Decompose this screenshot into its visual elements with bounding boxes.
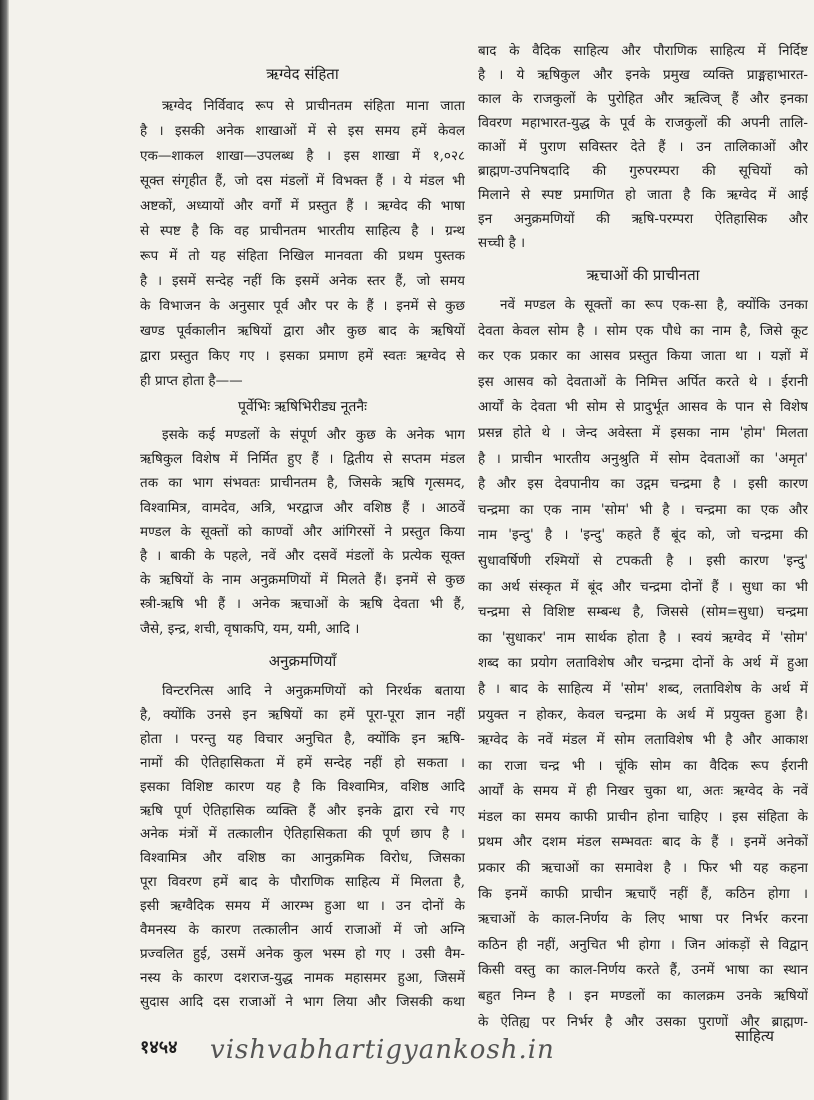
- text-line: विवरण महाभारत-युद्ध के पूर्व के राजकुलों की अपनी तालि-: [478, 115, 808, 131]
- text-line: विन्टरनित्स आदि ने अनुक्रमणियों को निरर्थक बताया: [162, 683, 465, 699]
- section-heading-anukramaniyan: अनुक्रमणियाँ: [268, 652, 337, 670]
- text-line: है, क्योंकि उनसे इन ऋषियों का हमें पूरा-पूरा ज्ञान नहीं: [140, 706, 465, 723]
- text-line: बहुत निम्न है । इन मण्डलों का कालक्रम उनके ऋषियों: [478, 988, 808, 1005]
- text-line: के विभाजन के अनुसार पूर्व और पर के हैं । इनमें से कुछ: [140, 298, 465, 314]
- text-line: स्त्री-ऋषि भी हैं । अनेक ऋचाओं के ऋषि देवता भी हैं,: [140, 596, 465, 613]
- paragraph: [140, 94, 465, 394]
- text-line: कठिन ही नहीं, अनुचित भी होगा । जिन आंकड़ों से विद्वान्: [478, 936, 808, 953]
- text-line: रूप में तो यह संहिता निखिल मानवता की प्रथम पुस्तक: [140, 248, 465, 264]
- text-line: चन्द्रमा से विशिष्ट सम्बन्ध है, जिससे (सोम=सुधा) चन्द्रमा: [478, 604, 808, 621]
- text-line: बाद के वैदिक साहित्य और पौराणिक साहित्य में निर्दिष्ट: [478, 43, 808, 59]
- paragraph: [140, 680, 465, 1015]
- text-line: शब्द का प्रयोग लताविशेष और चन्द्रमा दोनों के अर्थ में हुआ: [478, 655, 808, 672]
- text-line: सुदास आदि दस राजाओं ने भाग लिया और जिसकी कथा: [140, 993, 465, 1010]
- text-line: नस्य के कारण दशराज-युद्ध नामक महासमर हुआ, जिसमें: [140, 969, 465, 986]
- page-number: १४५४: [140, 1037, 178, 1058]
- text-line: ब्राह्मण-उपनिषदादि की गुरुपरम्परा की सूचियों को: [478, 163, 808, 179]
- sanskrit-verse: पूर्वेभिः ऋषिभिरीड्य नूतनैः: [238, 399, 367, 415]
- text-line: इसका विशिष्ट कारण यह है कि विश्वामित्र, वशिष्ठ आदि: [140, 778, 465, 795]
- watermark: vishvabhartigyankosh.in: [210, 1035, 555, 1065]
- text-line: के ऐतिह्य पर निर्भर है और उसका पुराणों और ब्राह्मण-: [478, 1013, 808, 1030]
- text-line: अनेक मंत्रों में तत्कालीन ऐतिहासिकता की पूर्ण छाप है ।: [140, 826, 465, 843]
- text-line: काओं में पुराण सविस्तर देते हैं । उन तालिकाओं और: [478, 139, 808, 155]
- text-line: का राजा चन्द्र भी । चूंकि सोम का वैदिक रूप ईरानी: [478, 757, 808, 774]
- text-line: है । प्राचीन भारतीय अनुश्रुति में सोम देवताओं का 'अमृत': [478, 450, 808, 467]
- text-line: सुधावर्षिणी रश्मियों से टपकती है । इसी कारण 'इन्दु': [478, 552, 808, 569]
- text-line: मिलाने से स्पष्ट प्रमाणित हो जाता है कि ऋग्वेद में आई: [478, 187, 808, 203]
- paragraph: [478, 293, 808, 1035]
- text-line: है । ये ऋषिकुल और इनके प्रमुख व्यक्ति प्राङ्महाभारत-: [478, 67, 808, 83]
- text-line: है और इस देवपानीय का उद्गम चन्द्रमा है । इसी कारण: [478, 476, 808, 493]
- text-line: सच्ची है ।: [478, 235, 526, 251]
- text-line: तक का भाग संभवतः प्राचीनतम है, जिसके ऋषि गृत्समद,: [140, 475, 465, 492]
- text-line: इसके कई मण्डलों के संपूर्ण और कुछ के अनेक भाग: [162, 427, 465, 443]
- text-line: आर्यों के देवता भी सोम से प्रादुर्भूत आसव के पान से विशेष: [478, 399, 808, 416]
- paragraph: [478, 39, 808, 255]
- text-line: ऋग्वेद के नवें मंडल में सोम लताविशेष भी है और आकाश: [478, 732, 808, 749]
- text-line: है । इसमें सन्देह नहीं कि इसमें अनेक स्तर हैं, जो समय: [140, 273, 465, 289]
- text-line: एक—शाकल शाखा—उपलब्ध है । इस शाखा में १,०२८: [140, 148, 465, 164]
- text-line: है । इसकी अनेक शाखाओं में से इस समय हमें केवल: [140, 123, 465, 139]
- text-line: आर्यों के समय में ही निखर चुका था, अतः ऋग्वेद के नवें: [478, 783, 808, 800]
- text-line: ही प्राप्त होता है——: [140, 373, 243, 389]
- text-line: का अर्थ संस्कृत में बूंद और चन्द्रमा दोनों हैं । सुधा का भी: [478, 578, 808, 595]
- text-line: इस आसव को देवताओं के निमित्त अर्पित करते थे । ईरानी: [478, 373, 808, 390]
- text-line: चन्द्रमा का एक नाम 'सोम' भी है । चन्द्रमा का एक और: [478, 501, 808, 518]
- text-line: ऋषि पूर्ण ऐतिहासिक व्यक्ति हैं और इनके द्वारा रचे गए: [140, 802, 465, 819]
- text-line: सूक्त संगृहीत हैं, जो दस मंडलों में विभक्त हैं । ये मंडल भी: [140, 173, 465, 189]
- section-heading-richaon-ki-prachinata: ऋचाओं की प्राचीनता: [586, 266, 700, 284]
- text-line: किसी वस्तु का काल-निर्णय करते हैं, उनमें भाषा का स्थान: [478, 962, 808, 979]
- text-line: इसी ऋग्वैदिक समय में आरम्भ हुआ था । उन दोनों के: [140, 898, 465, 915]
- text-line: से स्पष्ट है कि वह प्राचीनतम भारतीय साहित्य है । ग्रन्थ: [140, 223, 465, 239]
- text-line: है । बाकी के पहले, नवें और दसवें मंडलों के प्रत्येक सूक्त: [140, 548, 465, 565]
- text-line: ऋषिकुल विशेष में निर्मित हुए हैं । द्वितीय से सप्तम मंडल: [140, 451, 465, 468]
- paragraph: [140, 423, 465, 641]
- text-line: होता । परन्तु यह विचार अनुचित है, क्योंकि इन ऋषि-: [140, 730, 465, 747]
- text-line: काल के राजकुलों के पुरोहित और ऋत्विज् हैं और इनका: [478, 91, 808, 107]
- text-line: प्रज्वलित हुई, उसमें अनेक कुल भस्म हो गए । उसी वैम-: [140, 945, 465, 962]
- text-line: खण्ड पूर्वकालीन ऋषियों द्वारा और कुछ बाद के ऋषियों: [140, 323, 465, 339]
- text-line: इन अनुक्रमणियों की ऋषि-परम्परा ऐतिहासिक और: [478, 211, 808, 227]
- text-line: वैमनस्य के कारण तत्कालीन आर्य राजाओं में जो अग्नि: [140, 922, 465, 939]
- text-line: ऋचाओं के काल-निर्णय के लिए भाषा पर निर्भर करना: [478, 911, 808, 928]
- text-line: मंडल का समय काफी प्राचीन होना चाहिए । इस संहिता के: [478, 808, 808, 825]
- text-line: कि इनमें काफी प्राचीन ऋचाएँ नहीं हैं, कठिन होगा ।: [478, 885, 808, 902]
- text-line: प्रयुक्त न होकर, केवल चन्द्रमा के अर्थ में प्रयुक्त हुआ है।: [478, 706, 808, 723]
- text-line: अष्टकों, अध्यायों और वर्गों में प्रस्तुत हैं । ऋग्वेद की भाषा: [140, 198, 465, 214]
- text-line: द्वारा प्रस्तुत किए गए । इसका प्रमाण हमें स्वतः ऋग्वेद से: [140, 348, 465, 364]
- text-line: विश्वामित्र, वामदेव, अत्रि, भरद्वाज और वशिष्ठ हैं । आठवें: [140, 499, 465, 516]
- scan-edge: [0, 0, 9, 1100]
- text-line: है । बाद के साहित्य में 'सोम' शब्द, लताविशेष के अर्थ में: [478, 680, 808, 697]
- text-line: के ऋषियों के नाम अनुक्रमणियों में मिलते हैं। इनमें से कुछ: [140, 572, 465, 589]
- running-title: साहित्य: [735, 1027, 774, 1045]
- text-line: का 'सुधाकर' नाम सार्थक होता है । स्वयं ऋग्वेद में 'सोम': [478, 629, 808, 646]
- text-line: ऋग्वेद निर्विवाद रूप से प्राचीनतम संहिता माना जाता: [162, 98, 465, 114]
- text-line: कर एक प्रकार का आसव प्रस्तुत किया जाता था । यज्ञों में: [478, 348, 808, 365]
- text-line: जैसे, इन्द्र, शची, वृषाकपि, यम, यमी, आदि ।: [140, 620, 360, 637]
- text-line: विश्वामित्र और वशिष्ठ का आनुक्रमिक विरोध, जिसका: [140, 850, 465, 867]
- text-line: प्रथम और दशम मंडल सम्भवतः बाद के हैं । इनमें अनेकों: [478, 834, 808, 851]
- section-heading-rigveda-samhita: ऋग्वेद संहिता: [266, 65, 339, 83]
- text-line: मण्डल के सूक्तों को काण्वों और आंगिरसों ने प्रस्तुत किया: [140, 523, 465, 540]
- text-line: प्रकार की ऋचाओं का समावेश है । फिर भी यह कहना: [478, 860, 808, 877]
- text-line: पूरा विवरण हमें बाद के पौराणिक साहित्य में मिलता है,: [140, 874, 465, 891]
- text-line: नवें मण्डल के सूक्तों का रूप एक-सा है, क्योंकि उनका: [500, 297, 808, 313]
- text-line: नामों की ऐतिहासिकता में हमें सन्देह नहीं हो सकता ।: [140, 754, 465, 771]
- text-line: देवता केवल सोम है । सोम एक पौधे का नाम है, जिसे कूट: [478, 322, 808, 339]
- text-line: नाम 'इन्दु' है । 'इन्दु' कहते हैं बूंद को, जो चन्द्रमा की: [478, 527, 808, 544]
- text-line: प्रसन्न होते थे । जेन्द अवेस्ता में इसका नाम 'होम' मिलता: [478, 424, 808, 441]
